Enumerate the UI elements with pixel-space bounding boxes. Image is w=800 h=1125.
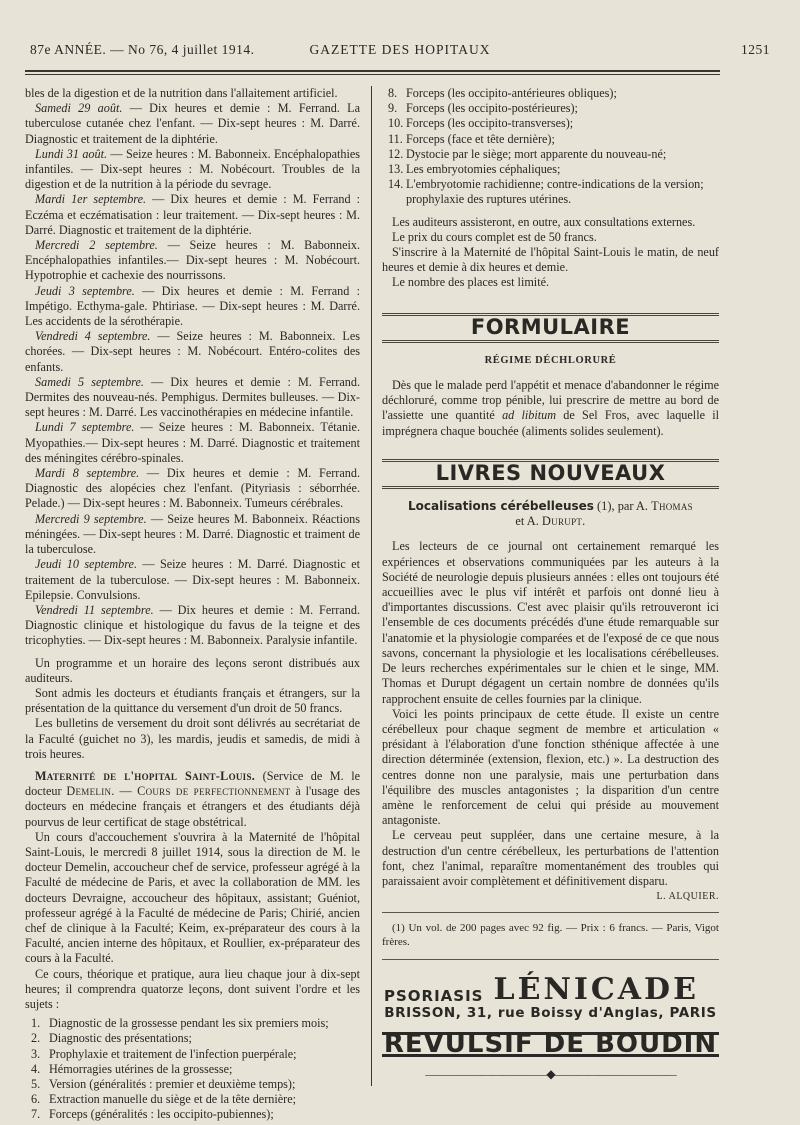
- paragraph-admission: Sont admis les docteurs et étudiants français et étrangers, sur la présentation de la quittance du versement d'un droit de 50 francs.: [25, 685, 360, 716]
- schedule-entry: [25, 557, 360, 603]
- lesson-number: 11.: [388, 131, 403, 146]
- lesson-item: [382, 116, 719, 131]
- book-title-line: [382, 499, 719, 529]
- lesson-item: [25, 1092, 360, 1107]
- lesson-number: 7.: [31, 1107, 41, 1122]
- book-author-1: Thomas: [651, 499, 693, 514]
- lesson-text: Forceps (les occipito-postérieures);: [406, 101, 578, 116]
- subheading-regime: RÉGIME DÉCHLORURÉ: [484, 354, 617, 366]
- column-divider: [371, 86, 372, 1086]
- schedule-entry: [25, 147, 360, 193]
- paragraph-prix: Le prix du cours complet est de 50 francs.: [392, 229, 597, 244]
- lesson-text: Hémorragies utérines de la grossesse;: [49, 1061, 233, 1076]
- lesson-number: 3.: [31, 1046, 41, 1061]
- schedule-day: Samedi 5 septembre.: [35, 374, 144, 389]
- lesson-item: [25, 1062, 360, 1077]
- lesson-text: Dystocie par le siège; mort apparente du nouveau-né;: [406, 146, 667, 161]
- header-rule-thin: [25, 74, 720, 75]
- paragraph-maternite: [25, 769, 360, 830]
- page-number: 1251: [741, 42, 770, 57]
- lesson-text: Forceps (face et tête dernière);: [406, 131, 555, 146]
- ad-rule: [382, 959, 719, 960]
- paragraph-intro: bles de la digestion et de la nutrition dans l'allaitement artificiel.: [25, 86, 338, 100]
- section-heading-livres: LIVRES NOUVEAUX: [382, 459, 719, 489]
- review-paragraph-2: Voici les points principaux de cette étude. Il existe un centre cérébelleux pour chaque segment de membre et articulation « présidant à l'élaboration d'une fonction sthénique affectée à une direction déterminée (extension, flexion, etc.) ». La destruction des centres donne non une paralysie, mais une perturbation dans l'équilibre des muscles antagonistes ; la disparition d'un centre amène le renforcement de celui qui préside au mouvement antagoniste.: [382, 706, 719, 828]
- lesson-text: Extraction manuelle du siège et de la tête dernière;: [49, 1092, 297, 1107]
- paragraph-lecons: Ce cours, théorique et pratique, aura lieu chaque jour à dix-sept heures; il comprendra quatorze leçons, dont suivent l'ordre et les sujets :: [25, 966, 360, 1011]
- schedule-day: Lundi 31 août.: [35, 146, 108, 161]
- lesson-number: 14.: [388, 177, 404, 192]
- schedule-entry: [25, 375, 360, 421]
- schedule-text: — Seize heures : M. Babonneix. Tétanie. Myopathies.— Dix-sept heures : M. Darré. Diagnostic et traitement des méningites cérébro-spinales.: [25, 420, 360, 465]
- lesson-text: Diagnostic des présentations;: [49, 1031, 192, 1046]
- schedule-text: — Dix heures et demie : M. Ferrand. La tuberculose cutanée chez l'enfant. — Dix-sept heures : M. Darré. Diagnostic et traitement de la diphtérie.: [25, 101, 360, 146]
- schedule-day: Vendredi 4 septembre.: [35, 329, 151, 344]
- lesson-text: L'embryotomie rachidienne; contre-indications de la version; prophylaxie des ruptures utérines.: [406, 177, 704, 207]
- paragraph-places: Le nombre des places est limité.: [392, 275, 550, 290]
- ad-psoriasis: PSORIASIS: [384, 987, 484, 1006]
- footnote-rule: [382, 912, 719, 913]
- header-rule: [25, 70, 720, 72]
- ornament-rule: ———————————◆———————————: [425, 1066, 676, 1081]
- schedule-day: Jeudi 3 septembre.: [35, 283, 135, 298]
- lesson-item: [382, 132, 719, 147]
- lesson-text: Diagnostic de la grossesse pendant les six premiers mois;: [49, 1016, 329, 1031]
- book-title: Localisations cérébelleuses: [408, 499, 594, 514]
- lesson-number: 9.: [388, 101, 398, 116]
- schedule-text: — Dix heures et demie : M. Ferrand. Diagnostic des alopécies chez l'enfant. (Pityriasis : séborrhée. Pelade.) — Dix-sept heures : M. Babonneix. Tumeurs cérébrales.: [25, 466, 360, 511]
- schedule-text: — Seize heures M. Babonneix. Réactions méningées. — Dix-sept heures : M. Darré. Diagnostic et traiment de la tuberculose.: [25, 511, 361, 557]
- page-header: [30, 42, 770, 62]
- lesson-number: 6.: [31, 1092, 41, 1107]
- schedule-entry: [25, 284, 360, 330]
- schedule-text: — Seize heures : M. Darré. Diagnostic et traitement de la tuberculose. — Dix-sept heures : M. Babonneix. Epilepsie. Convulsions.: [25, 557, 361, 602]
- ad-address: BRISSON, 31, rue Boissy d'Anglas, PARIS: [384, 1005, 717, 1022]
- schedule-text: — Seize heures : M. Babonneix. Encéphalopathies infantiles.— Dix-sept heures : M. Nobécourt. Hypotrophie et cachexie des nourrissons.: [25, 238, 361, 283]
- regime-text-a: Dès que le malade perd l'appétit et menace d'abandonner le régime déchloruré, comme trop pénible, lui prescrire de mettre au bord de l'assiette une quantité: [382, 378, 719, 423]
- maternite-rest: à l'usage des docteurs en médecine français et étrangers et des étudiants déjà pourvus de leur certificat de stage obstétrical.: [25, 784, 361, 829]
- paragraph-inscription: S'inscrire à la Maternité de l'hôpital Saint-Louis le matin, de neuf heures et demie à dix heures et demie.: [382, 245, 719, 275]
- schedule-text: — Seize heures : M. Babonneix. Les chorées. — Dix-sept heures : M. Nobécourt. Entéro-colites des enfants.: [25, 329, 360, 374]
- schedule-day: Mardi 1er septembre.: [35, 192, 147, 207]
- section-heading-formulaire: FORMULAIRE: [382, 313, 719, 343]
- schedule-text: — Dix heures et demie : M. Ferrand. Diagnostic clinique et histologique du favus de la teigne et des tricophyties. — Dix-sept heures : M. Babonneix. Paralysie infantile.: [25, 602, 360, 648]
- lesson-text: Forceps (les occipito-antérieures obliques);: [406, 86, 617, 100]
- maternite-title: Maternité de l'hopital Saint-Louis.: [35, 768, 256, 783]
- lesson-item: [25, 1107, 360, 1122]
- lesson-item: [382, 162, 719, 177]
- lesson-number: 8.: [388, 86, 398, 100]
- lesson-item: [382, 177, 719, 207]
- schedule-entry: [25, 603, 360, 649]
- lesson-item: [25, 1031, 360, 1046]
- right-column: [382, 86, 719, 1082]
- left-column: [25, 86, 360, 1123]
- ad-lenicade: LÉNICADE: [493, 972, 699, 1008]
- schedule-entry: [25, 466, 360, 512]
- schedule-day: Jeudi 10 septembre.: [35, 557, 138, 572]
- lesson-item: [25, 1077, 360, 1092]
- schedule-entry: [25, 420, 360, 466]
- lesson-item: [382, 86, 719, 101]
- review-paragraph-1: Les lecteurs de ce journal ont certainement remarqué les expériences et observations communiquées par les auteurs à la Société de neurologie depuis plusieurs années : elles ont toujours été accueillies avec le plus vif intérêt et parfois ont donné lieu à d'importantes discussions. C'est avec plaisir qu'ils retrouveront ici l'ensemble de ces documents précédés d'une étude remarquable sur l'anatomie et la physiologie comparées et de l'exposé de ce que nous savons, concernant la physiologie et les localisations cérébelleuses. De leurs recherches expérimentales sur le chien et le singe, MM. Thomas et Durupt dégagent un certain nombre de données qu'ils rapprochent ensuite de celles fournies par la clinique.: [382, 539, 719, 706]
- footnote: (1) Un vol. de 200 pages avec 92 fig. — Prix : 6 francs. — Paris, Vigot frères.: [382, 922, 719, 949]
- paragraph-cours: Un cours d'accouchement s'ouvrira à la Maternité de l'hôpital Saint-Louis, le mercredi 8 juillet 1914, sous la direction de M. le docteur Demelin, accoucheur chef de service, professeur agrégé à la Faculté de médecine de Paris, et avec la collaboration de MM. les docteurs Devraigne, accoucheur des hôpitaux, assistant; Guéniot, professeur agrégé à la Faculté de médecine de Paris; Chirié, ancien chef de clinique à la Faculté; Keim, ex-préparateur des cours à la Faculté, ancien interne des hôpitaux, et Roullier, ex-préparateur des cours à la Faculté.: [25, 829, 360, 966]
- paragraph-regime: [382, 378, 719, 439]
- ad-revulsif: REVULSIF DE BOUDIN: [383, 1028, 718, 1059]
- maternite-doctor: Demelin.: [66, 784, 115, 799]
- schedule-day: Lundi 7 septembre.: [35, 420, 135, 435]
- lesson-number: 13.: [388, 162, 404, 177]
- maternite-service: (Service de M. le docteur: [25, 768, 360, 799]
- paragraph-bulletins: Les bulletins de versement du droit sont délivrés au secrétariat de la Faculté (guichet no 3), les mardis, jeudis et samedis, de midi à trois heures.: [25, 716, 360, 761]
- issue-info: 87e ANNÉE. — No 76, 4 juillet 1914.: [30, 42, 255, 57]
- lesson-text: Prophylaxie et traitement de l'infection puerpérale;: [49, 1046, 297, 1061]
- lesson-item: [382, 147, 719, 162]
- schedule-text: — Dix heures et demie : M. Ferrand. Dermites des nouveau-nés. Pemphigus. Dermites bulleuses. — Dix-sept heures : M. Darré. Les vaccinothérapies en médecine infantile.: [25, 374, 361, 420]
- lesson-text: Forceps (généralités : les occipito-pubiennes);: [49, 1107, 274, 1122]
- lesson-item: [25, 1047, 360, 1062]
- schedule-entry: [25, 329, 360, 375]
- schedule-day: Mardi 8 septembre.: [35, 466, 140, 481]
- paragraph-auditeurs: Les auditeurs assisteront, en outre, aux consultations externes.: [392, 214, 696, 229]
- lesson-text: Forceps (les occipito-transverses);: [406, 116, 574, 131]
- review-signature: L. ALQUIER.: [656, 891, 719, 903]
- lesson-list-part2: [382, 86, 719, 208]
- schedule-text: — Seize heures : M. Babonneix. Encéphalopathies infantiles. — Dix-sept heures : M. Nobécourt. Troubles de la digestion et de la nutrition à la période du sevrage.: [25, 146, 360, 192]
- schedule-entry: [25, 101, 360, 147]
- review-paragraph-3: Le cerveau peut suppléer, dans une certaine mesure, à la destruction d'un centre cérébelleux, les perturbations de l'attention font, chez l'animal, reparaître momentanément des troubles qui paraissaient avoir complètement et définitivement disparu.: [382, 828, 719, 888]
- lesson-list-part1: [25, 1016, 360, 1122]
- schedule-day: Samedi 29 août.: [35, 101, 123, 116]
- schedule-entry: [25, 238, 360, 284]
- book-and: et A.: [515, 514, 539, 529]
- lesson-number: 10.: [388, 116, 404, 131]
- lesson-number: 2.: [31, 1031, 41, 1046]
- schedule-text: — Dix heures et demie : M. Ferrand : Eczéma et eczématisation : leur traitement. — Dix-sept heures : M. Darré. Diagnostic et traitement de la diphtérie.: [25, 192, 360, 237]
- regime-text-b: de Sel Fros, avec laquelle il imprégnera chaque bouchée (aliments solides seulement).: [382, 408, 720, 438]
- schedule-entry: [25, 192, 360, 238]
- course-schedule: [25, 101, 360, 648]
- maternite-cours: — Cours de perfectionnement: [119, 784, 291, 799]
- lesson-item: [382, 101, 719, 116]
- lesson-number: 5.: [31, 1077, 41, 1091]
- schedule-day: Vendredi 11 septembre.: [35, 602, 154, 617]
- schedule-text: — Dix heures et demie : M. Ferrand : Impétigo. Ecthyma-gale. Phtiriase. — Dix-sept heures : M. Darré. Les accidents de la sérothérapie.: [25, 283, 360, 329]
- advertisement-lenicade: [382, 972, 719, 1008]
- paragraph-programme: Un programme et un horaire des leçons seront distribués aux auditeurs.: [25, 655, 360, 685]
- schedule-day: Mercredi 9 septembre.: [35, 511, 147, 526]
- lesson-text: Version (généralités : premier et deuxième temps);: [49, 1077, 296, 1091]
- lesson-number: 1.: [31, 1016, 41, 1031]
- lesson-number: 12.: [388, 146, 404, 161]
- lesson-item: [25, 1016, 360, 1031]
- lesson-number: 4.: [31, 1061, 41, 1076]
- book-author-2: Durupt.: [541, 514, 586, 529]
- schedule-day: Mercredi 2 septembre.: [35, 238, 158, 253]
- schedule-entry: [25, 512, 360, 558]
- lesson-text: Les embryotomies céphaliques;: [406, 162, 561, 177]
- journal-title: GAZETTE DES HOPITAUX: [309, 42, 491, 57]
- book-note: (1), par A.: [597, 499, 648, 514]
- regime-italic: ad libitum: [502, 408, 557, 423]
